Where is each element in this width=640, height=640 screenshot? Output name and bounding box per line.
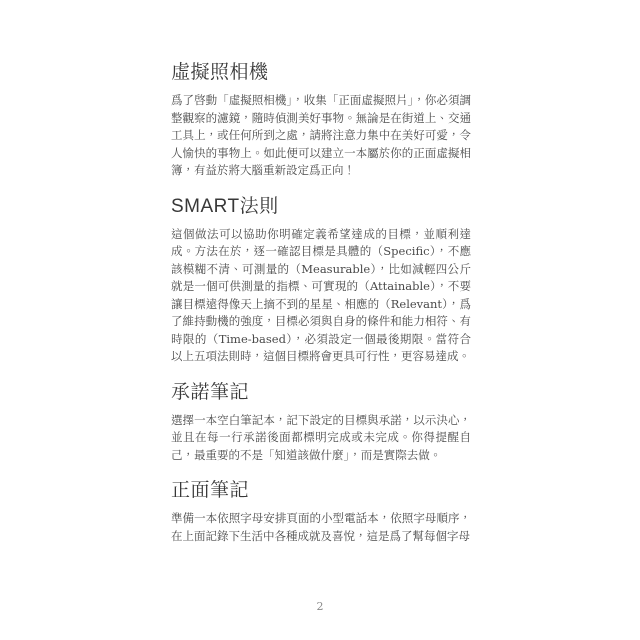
section-paragraph: 選擇一本空白筆記本，記下設定的目標與承諾，以示決心，並且在每一行承諾後面都標明完成或未完成。你得提醒自己，最重要的不是「知道該做什麼」，而是實際去做。 [171, 412, 471, 462]
section-paragraph: 這個做法可以協助你明確定義希望達成的目標，並順利達成。方法在於，逐一確認目標是具體的（Specific），不應該模糊不清、可測量的（Measurable），比如減輕四公斤就是一個可供測量的指標、可實現的（Attainable），不要讓目標遠得像天上摘不到的星星、相應的（Relevant），爲了維持動機的強度，目標必須與自身的條件和能力相符、有時限的（Time-based），必須設定一個最後期限。當符合以上五項法則時，這個目標將會更具可行性，更容易達成。 [171, 226, 471, 363]
page-content [171, 61, 471, 545]
section-virtual-camera [171, 61, 471, 180]
section-heading: 正面筆記 [171, 480, 250, 501]
section-heading: 承諾筆記 [171, 381, 250, 403]
section-commitment-notes [171, 381, 471, 465]
section-paragraph: 準備一本依照字母安排頁面的小型電話本，依照字母順序，在上面記錄下生活中各種成就及喜悅，這是爲了幫每個字母 [171, 511, 471, 543]
section-positive-notes [171, 479, 471, 545]
section-heading: SMART法則 [171, 195, 279, 217]
page-number: 2 [316, 600, 324, 613]
section-paragraph: 爲了啓動「虛擬照相機」，收集「正面虛擬照片」，你必須調整觀察的濾鏡，隨時偵測美好事物。無論是在街道上、交通工具上，或任何所到之處，請將注意力集中在美好可愛，令人愉快的事物上。如此便可以建立一本屬於你的正面虛擬相簿，有益於將大腦重新設定爲正向！ [171, 93, 471, 177]
section-smart-rule [171, 195, 471, 366]
section-heading: 虛擬照相機 [171, 62, 269, 83]
